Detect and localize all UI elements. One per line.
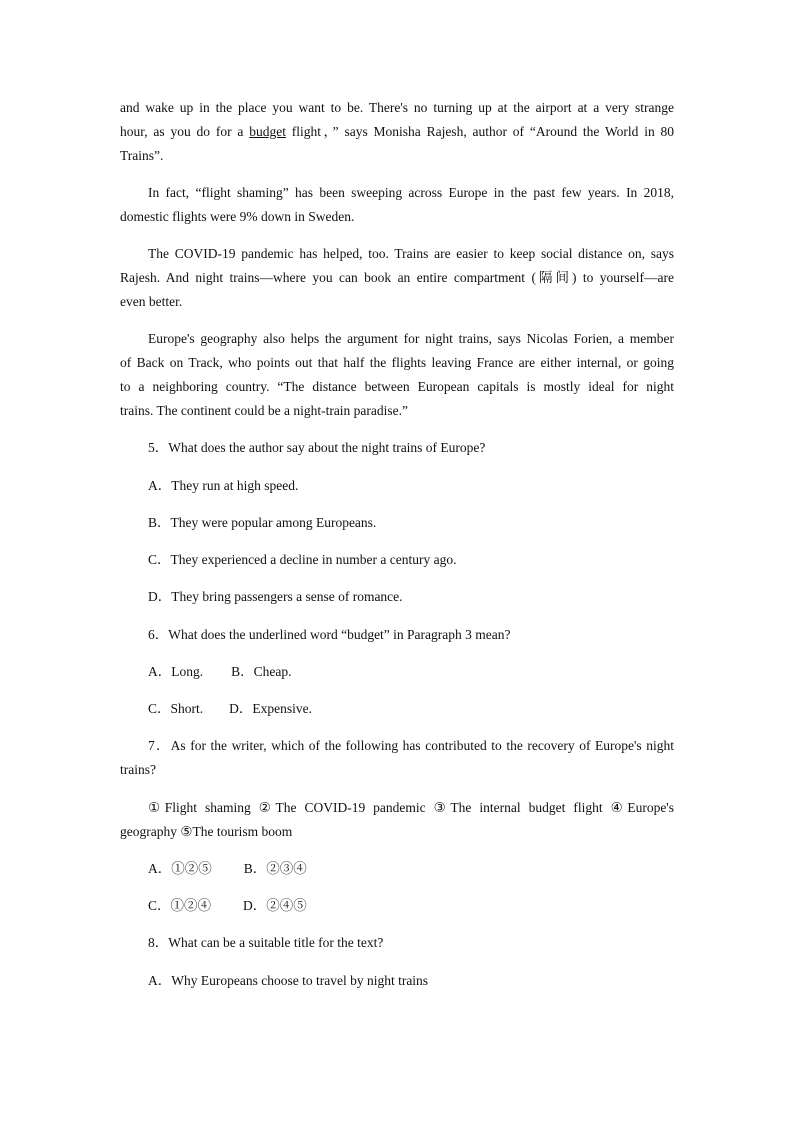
passage-p1-line3: Trains”. [120,148,164,163]
passage-p3-line3: even better. [120,294,183,309]
question-7-options-ab [148,857,307,881]
question-5-option-a: A．They run at high speed. [148,478,299,493]
question-7-options-cd [148,894,307,918]
question-6-option-d: D．Expensive. [229,701,312,716]
question-7-choices-line2: geography ⑤The tourism boom [120,824,293,839]
underlined-word-budget: budget [249,124,286,139]
question-8-option-a: A．Why Europeans choose to travel by night trains [148,973,429,988]
question-6-options-cd [148,697,312,721]
question-5-option-b: B．They were popular among Europeans. [148,515,377,530]
question-6-option-b: B．Cheap. [231,664,292,679]
question-5-option-d: D．They bring passengers a sense of romance. [148,589,403,604]
passage-p2-line1: In fact, “flight shaming” has been sweeping across Europe in the past few years. In 2018, [148,185,674,200]
passage-p2-line2: domestic flights were 9% down in Sweden. [120,209,355,224]
passage-p4-line3: to a neighboring country. “The distance between European capitals is mostly ideal for night [120,379,674,394]
question-7-option-d: D．②④⑤ [243,898,307,913]
passage-p3-line1: The COVID-19 pandemic has helped, too. Trains are easier to keep social distance on, says [148,246,674,261]
question-7-option-b: B．②③④ [243,861,307,876]
question-7-stem-line1: 7．As for the writer, which of the following has contributed to the recovery of Europe's night [148,738,674,753]
question-7-choices-line1: ①Flight shaming ②The COVID-19 pandemic ③The internal budget flight ④Europe's [148,800,674,815]
question-5-stem: 5．What does the author say about the night trains of Europe? [148,440,486,455]
p1-line2-before: hour, as you do for a [120,124,250,139]
question-6-option-a: A．Long. [148,664,204,679]
question-5-option-c: C．They experienced a decline in number a century ago. [148,552,457,567]
passage-p1-line1: and wake up in the place you want to be. There's no turning up at the airport at a very strange [120,100,674,115]
question-6-option-c: C．Short. [148,701,204,716]
question-8-stem: 8．What can be a suitable title for the text? [148,935,384,950]
question-7-stem-line2: trains? [120,762,156,777]
passage-p1-line2 [120,120,674,144]
passage-p4-line4: trains. The continent could be a night-train paradise.” [120,403,409,418]
question-7-option-c: C．①②④ [148,898,212,913]
question-6-stem: 6．What does the underlined word “budget” in Paragraph 3 mean? [148,627,511,642]
question-6-options-ab [148,660,292,684]
passage-p4-line1: Europe's geography also helps the argument for night trains, says Nicolas Forien, a member [148,331,674,346]
p1-line2-after: flight，” says Monisha Rajesh, author of “Around the World in 80 [285,124,675,139]
passage-p4-line2: of Back on Track, who points out that half the flights leaving France are either internal, or going [120,355,674,370]
question-7-option-a: A．①②⑤ [148,861,212,876]
passage-p3-line2: Rajesh. And night trains—where you can book an entire compartment (隔间) to yourself—are [120,270,674,285]
